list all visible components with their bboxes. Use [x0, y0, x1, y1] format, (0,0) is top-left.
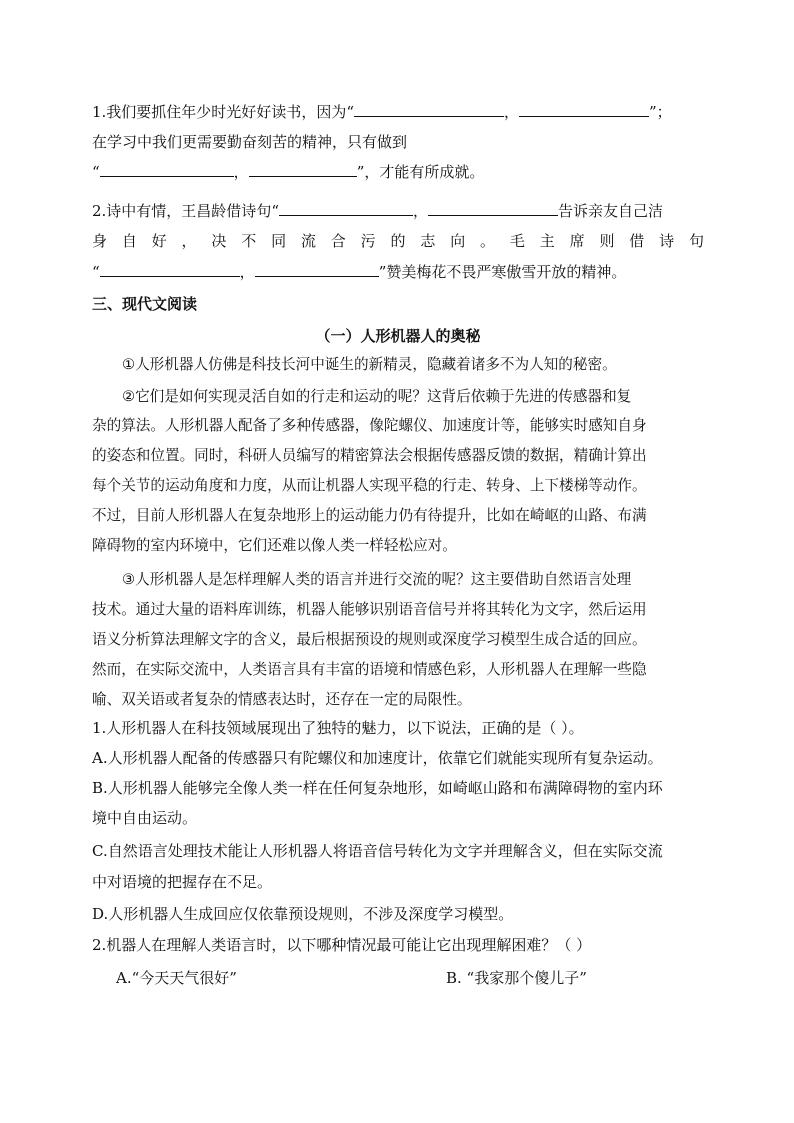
- question-1-stem: 1.人形机器人在科技领域展现出了独特的魅力，以下说法，正确的是（ ）。: [92, 719, 584, 737]
- paragraph-3-line: ③人形机器人是怎样理解人类的语言并进行交流的呢？这主要借助自然语言处理: [122, 571, 632, 588]
- fill-q1-line3: “ ， ”，才能有所成就。: [92, 163, 485, 181]
- article-title: （一）人形机器人的奥秘: [315, 327, 481, 345]
- question-1-option-c[interactable]: C.自然语言处理技术能让人形机器人将语音信号转化为文字并理解含义，但在实际交流: [92, 842, 663, 860]
- fill-q2-line2: 身自好，决不同流合污的志向。毛主席则借诗句: [92, 232, 704, 250]
- answer-blank[interactable]: [255, 262, 379, 277]
- fill-q2-line1: 2.诗中有情，王昌龄借诗句“ ， 告诉亲友自己洁: [92, 202, 664, 220]
- paragraph-2-line: 杂的算法。人形机器人配备了多种传感器，像陀螺仪、加速度计等，能够实时感知自身: [92, 417, 647, 434]
- answer-blank[interactable]: [100, 162, 234, 177]
- question-2-stem: 2.机器人在理解人类语言时，以下哪种情况最可能让它出现理解困难？（ ）: [92, 936, 592, 954]
- fill-q1-line2: 在学习中我们更需要勤奋刻苦的精神，只有做到: [92, 133, 408, 151]
- question-1-option-c-cont: 中对语境的把握存在不足。: [92, 873, 273, 891]
- paragraph-3-line: 技术。通过大量的语料库训练，机器人能够识别语音信号并将其转化为文字，然后运用: [92, 601, 647, 618]
- fill-q2-line3: “ ， ”赞美梅花不畏严寒傲雪开放的精神。: [92, 263, 627, 281]
- paragraph-3-line: 然而，在实际交流中，人类语言具有丰富的语境和情感色彩，人形机器人在理解一些隐: [92, 661, 647, 678]
- question-1-option-b[interactable]: B.人形机器人能够完全像人类一样在任何复杂地形，如崎岖山路和布满障碍物的室内环: [92, 779, 663, 797]
- paragraph-2-line: 障碍物的室内环境中，它们还难以像人类一样轻松应对。: [92, 537, 457, 554]
- section-heading: 三、现代文阅读: [92, 295, 198, 313]
- answer-blank[interactable]: [279, 201, 413, 216]
- question-2-option-a[interactable]: A.“今天天气很好”: [116, 969, 237, 987]
- answer-blank[interactable]: [428, 201, 558, 216]
- question-1-option-a[interactable]: A.人形机器人配备的传感器只有陀螺仪和加速度计，依靠它们就能实现所有复杂运动。: [92, 749, 663, 767]
- question-1-option-b-cont: 境中自由运动。: [92, 809, 198, 827]
- answer-blank[interactable]: [249, 162, 357, 177]
- paragraph-3-line: 喻、双关语或者复杂的情感表达时，还存在一定的局限性。: [92, 691, 472, 708]
- answer-blank[interactable]: [100, 262, 240, 277]
- paragraph-2-line: 每个关节的运动角度和力度，从而让机器人实现平稳的行走、转身、上下楼梯等动作。: [92, 477, 647, 494]
- paragraph-2-line: 不过，目前人形机器人在复杂地形上的运动能力仍有待提升，比如在崎岖的山路、布满: [92, 507, 647, 524]
- answer-blank[interactable]: [354, 102, 504, 117]
- paragraph-1: ①人形机器人仿佛是科技长河中诞生的新精灵，隐藏着诸多不为人知的秘密。: [122, 356, 617, 373]
- question-1-option-d[interactable]: D.人形机器人生成回应仅依靠预设规则，不涉及深度学习模型。: [92, 905, 514, 923]
- answer-blank[interactable]: [519, 102, 649, 117]
- paragraph-3-line: 语义分析算法理解文字的含义，最后根据预设的规则或深度学习模型生成合适的回应。: [92, 631, 647, 648]
- paragraph-2-line: ②它们是如何实现灵活自如的行走和运动的呢？这背后依赖于先进的传感器和复: [122, 388, 632, 405]
- fill-q1-line1: 1.我们要抓住年少时光好好读书，因为“ ， ”；: [92, 103, 672, 121]
- paragraph-2-line: 的姿态和位置。同时，科研人员编写的精密算法会根据传感器反馈的数据，精确计算出: [92, 447, 647, 464]
- question-2-option-b[interactable]: B. “我家那个傻儿子”: [446, 969, 587, 987]
